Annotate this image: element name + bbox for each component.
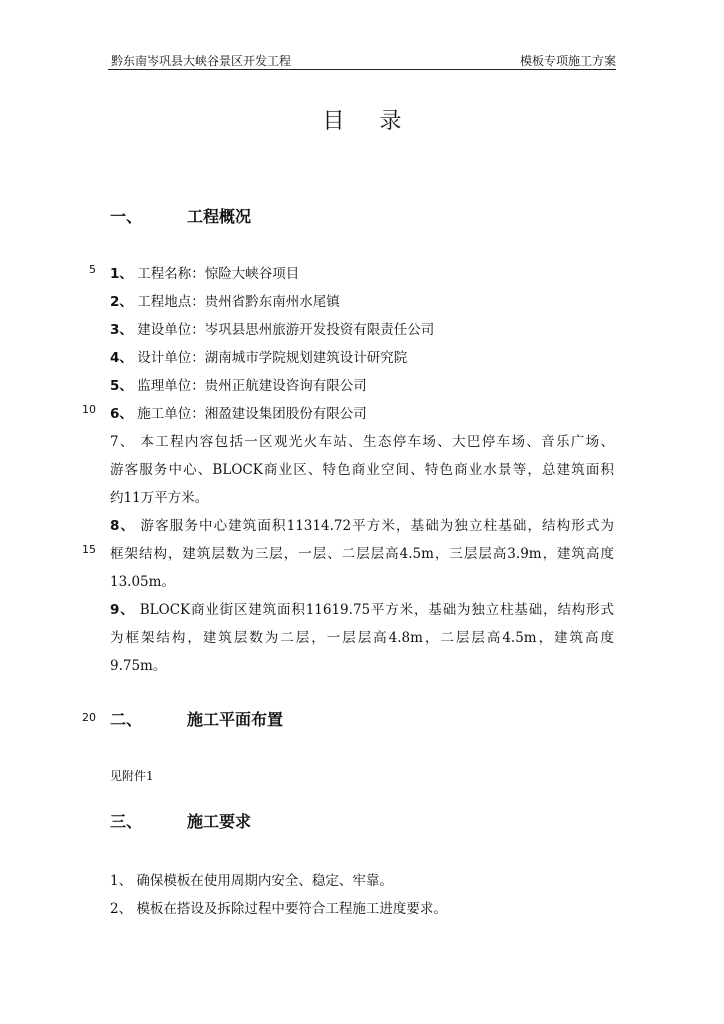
section-heading-site-layout — [110, 707, 283, 730]
list-item: 2、 模板在搭设及拆除过程中要符合工程施工进度要求。 — [110, 901, 447, 917]
section-heading-requirements — [110, 809, 251, 832]
list-item: 1、 工程名称：惊险大峡谷项目 — [110, 266, 300, 282]
section-title: 工程概况 — [187, 207, 252, 226]
line-number: 15 — [82, 543, 96, 556]
list-item: 6、 施工单位：湘盈建设集团股份有限公司 — [110, 406, 367, 422]
page-title: 目 录 — [322, 109, 416, 134]
header-divider — [108, 69, 616, 70]
header-project-name: 黔东南岑巩县大峡谷景区开发工程 — [111, 54, 292, 68]
section-title: 施工要求 — [187, 812, 252, 831]
paragraph-item7-line3: 约11万平方米。 — [110, 490, 209, 506]
list-item: 4、 设计单位：湖南城市学院规划建筑设计研究院 — [110, 350, 408, 366]
line-number: 20 — [82, 711, 96, 724]
paragraph-item9-line1: 9、 BLOCK商业街区建筑面积11619.75平方米，基础为独立柱基础，结构形式 — [110, 602, 614, 618]
section-heading-overview — [110, 204, 251, 227]
list-item: 3、 建设单位：岑巩县思州旅游开发投资有限责任公司 — [110, 322, 435, 338]
paragraph-item9-line3: 9.75m。 — [110, 658, 167, 674]
list-item: 5、 监理单位：贵州正航建设咨询有限公司 — [110, 378, 367, 394]
section-number: 一、 — [110, 207, 143, 226]
line-number: 10 — [82, 403, 96, 416]
paragraph-item8-line3: 13.05m。 — [110, 574, 175, 590]
section-number: 二、 — [110, 710, 143, 729]
paragraph-item8-line1: 8、 游客服务中心建筑面积11314.72平方米，基础为独立柱基础，结构形式为 — [110, 518, 614, 534]
header-doc-title: 模板专项施工方案 — [519, 54, 616, 68]
attachment-note: 见附件1 — [110, 769, 154, 783]
list-item: 1、 确保模板在使用周期内安全、稳定、牢靠。 — [110, 873, 393, 889]
list-item: 2、 工程地点：贵州省黔东南州水尾镇 — [110, 294, 340, 310]
paragraph-item9-line2: 为框架结构，建筑层数为二层，一层层高4.8m，二层层高4.5m，建筑高度 — [110, 630, 614, 646]
paragraph-item7-line2: 游客服务中心、BLOCK商业区、特色商业空间、特色商业水景等，总建筑面积 — [110, 462, 614, 478]
line-number: 5 — [89, 263, 96, 276]
paragraph-item7-line1: 7、 本工程内容包括一区观光火车站、生态停车场、大巴停车场、音乐广场、 — [110, 434, 614, 450]
section-title: 施工平面布置 — [187, 710, 284, 729]
section-number: 三、 — [110, 812, 143, 831]
paragraph-item8-line2: 框架结构，建筑层数为三层，一层、二层层高4.5m，三层层高3.9m，建筑高度 — [110, 546, 614, 562]
